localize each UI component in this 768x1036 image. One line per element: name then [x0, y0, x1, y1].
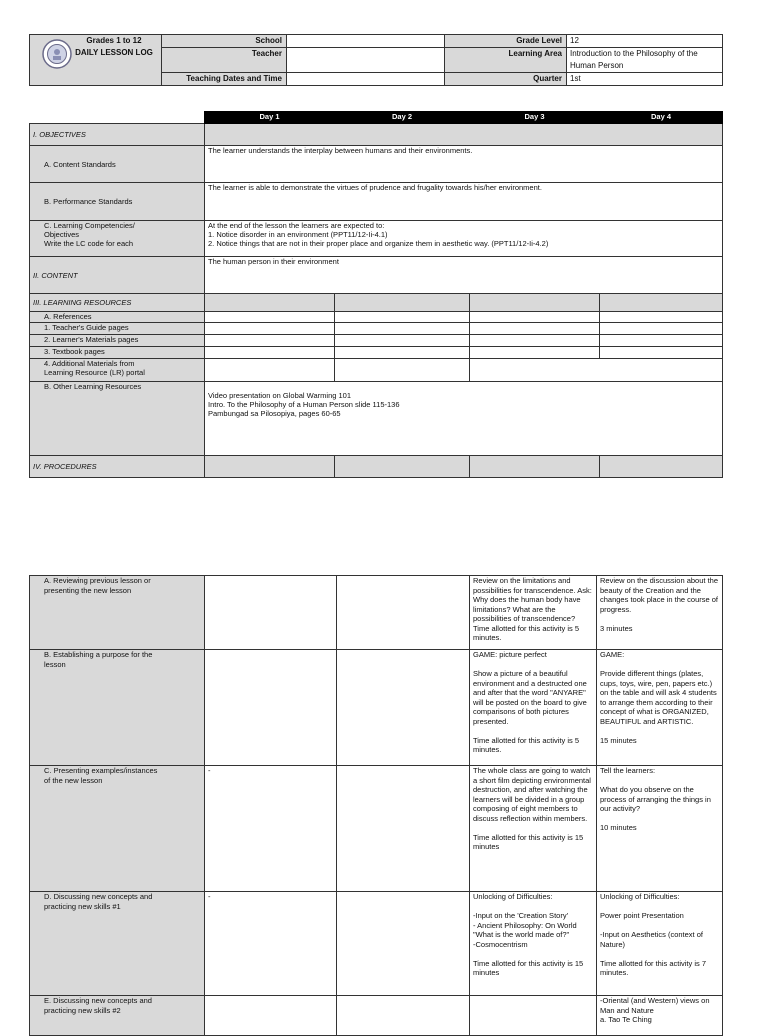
header-table	[29, 34, 723, 86]
resources-day4-cell	[600, 294, 723, 312]
procedure-e-day4[interactable]: -Oriental (and Western) views on Man and Nature a. Tao Te Ching	[597, 996, 723, 1036]
procedure-b-day1[interactable]	[205, 650, 337, 766]
teaching-dates-field[interactable]	[287, 73, 445, 86]
day-1-header: Day 1	[205, 112, 335, 124]
form-title-line2: DAILY LESSON LOG	[75, 48, 153, 57]
learning-area-field[interactable]: Introduction to the Philosophy of the Human Person	[567, 48, 723, 73]
day-4-header: Day 4	[600, 112, 723, 124]
content-value[interactable]: The human person in their environment	[205, 257, 723, 294]
deped-seal-icon	[42, 39, 72, 69]
procedure-d-day3[interactable]: Unlocking of Difficulties: -Input on the 'Creation Story' - Ancient Philosophy: On World "What is the world made of?" -Cosmocentrism Time allotted for this activity is 15 minutes	[470, 892, 597, 996]
learning-resources-section: III. LEARNING RESOURCES	[30, 294, 205, 312]
references-day1[interactable]	[205, 312, 335, 323]
procedure-e-day3[interactable]	[470, 996, 597, 1036]
other-resources-value[interactable]: Video presentation on Global Warming 101 Intro. To the Philosophy of a Human Person slide 115-136 Pambungad sa Pilosopiya, pages 60-65	[205, 382, 723, 456]
learners-materials-day2[interactable]	[335, 335, 470, 347]
textbook-pages-day4[interactable]	[600, 347, 723, 359]
teachers-guide-day1[interactable]	[205, 323, 335, 335]
learners-materials-day4[interactable]	[600, 335, 723, 347]
teacher-label: Teacher	[162, 48, 287, 73]
procedures-day2-cell	[335, 456, 470, 478]
learners-materials-day3[interactable]	[470, 335, 600, 347]
procedure-d-day4[interactable]: Unlocking of Difficulties: Power point Presentation -Input on Aesthetics (context of Nature) Time allotted for this activity is 7 minutes.	[597, 892, 723, 996]
form-title-cell	[30, 35, 162, 86]
corner-blank	[30, 112, 205, 124]
form-title-line1: Grades 1 to 12	[86, 36, 142, 45]
textbook-pages-day2[interactable]	[335, 347, 470, 359]
grade-level-field[interactable]: 12	[567, 35, 723, 48]
references-label: A. References	[30, 312, 205, 323]
other-resources-label: B. Other Learning Resources	[30, 382, 205, 456]
procedure-e-day2[interactable]	[337, 996, 470, 1036]
objectives-section: I. OBJECTIVES	[30, 124, 205, 146]
procedure-b-day2[interactable]	[337, 650, 470, 766]
performance-standards-value[interactable]: The learner is able to demonstrate the virtues of prudence and frugality towards his/her environment.	[205, 183, 723, 221]
day-2-header: Day 2	[335, 112, 470, 124]
procedure-a-label: A. Reviewing previous lesson or presenting the new lesson	[30, 576, 205, 650]
procedure-d-day2[interactable]	[337, 892, 470, 996]
procedure-c-day4[interactable]: Tell the learners: What do you observe on the process of arranging the things in our activity? 10 minutes	[597, 766, 723, 892]
content-standards-label: A. Content Standards	[30, 146, 205, 183]
teachers-guide-day3[interactable]	[470, 323, 600, 335]
procedure-b-label: B. Establishing a purpose for the lesson	[30, 650, 205, 766]
textbook-pages-day3[interactable]	[470, 347, 600, 359]
learning-competencies-label: C. Learning Competencies/ Objectives Write the LC code for each	[30, 221, 205, 257]
procedure-a-day1[interactable]	[205, 576, 337, 650]
references-day4[interactable]	[600, 312, 723, 323]
additional-materials-day2[interactable]	[335, 359, 470, 382]
procedure-c-day2[interactable]	[337, 766, 470, 892]
resources-day2-cell	[335, 294, 470, 312]
school-field[interactable]	[287, 35, 445, 48]
procedure-a-day4[interactable]: Review on the discussion about the beauty of the Creation and the changes took place in the course of progress. 3 minutes	[597, 576, 723, 650]
procedure-b-day4[interactable]: GAME: Provide different things (plates, cups, toys, wire, pen, papers etc.) on the table and will ask 4 students to arrange them according to their concept of what is ORGANIZED, BEAUTIFUL and ARTISTIC. 15 minutes	[597, 650, 723, 766]
quarter-label: Quarter	[445, 73, 567, 86]
procedures-day1-cell	[205, 456, 335, 478]
procedure-d-day1[interactable]: -	[205, 892, 337, 996]
teachers-guide-day2[interactable]	[335, 323, 470, 335]
learners-materials-label: 2. Learner's Materials pages	[30, 335, 205, 347]
additional-materials-day3-4[interactable]	[470, 359, 723, 382]
resources-day3-cell	[470, 294, 600, 312]
procedure-a-day2[interactable]	[337, 576, 470, 650]
procedure-a-day3[interactable]: Review on the limitations and possibilities for transcendence. Ask: Why does the human body have limitations? What are the possibilities of transcendence? Time allotted for this activity is 5 minutes.	[470, 576, 597, 650]
references-day2[interactable]	[335, 312, 470, 323]
teacher-field[interactable]	[287, 48, 445, 73]
teachers-guide-day4[interactable]	[600, 323, 723, 335]
resources-day1-cell	[205, 294, 335, 312]
additional-materials-day1[interactable]	[205, 359, 335, 382]
procedures-table	[29, 575, 723, 1036]
learning-area-label: Learning Area	[445, 48, 567, 73]
procedures-day4-cell	[600, 456, 723, 478]
procedure-e-day1[interactable]	[205, 996, 337, 1036]
procedure-c-day3[interactable]: The whole class are going to watch a short film depicting environmental destruction, and after watching the learners will be divided in a group composing of eight members to discuss reflection within members. Time allotted for this activity is 15 minutes	[470, 766, 597, 892]
day-3-header: Day 3	[470, 112, 600, 124]
content-standards-value[interactable]: The learner understands the interplay between humans and their environments.	[205, 146, 723, 183]
textbook-pages-day1[interactable]	[205, 347, 335, 359]
learning-competencies-value[interactable]: At the end of the lesson the learners are expected to: 1. Notice disorder in an environment (PPT11/12-Ii-4.1) 2. Notice things that are not in their proper place and organize them in aesthetic way. (PPT11/12-Ii-4.2)	[205, 221, 723, 257]
quarter-field[interactable]: 1st	[567, 73, 723, 86]
procedure-c-label: C. Presenting examples/instances of the new lesson	[30, 766, 205, 892]
procedures-section: IV. PROCEDURES	[30, 456, 205, 478]
school-label: School	[162, 35, 287, 48]
content-section: II. CONTENT	[30, 257, 205, 294]
performance-standards-label: B. Performance Standards	[30, 183, 205, 221]
objectives-band	[205, 124, 723, 146]
learners-materials-day1[interactable]	[205, 335, 335, 347]
procedure-e-label: E. Discussing new concepts and practicing new skills #2	[30, 996, 205, 1036]
textbook-pages-label: 3. Textbook pages	[30, 347, 205, 359]
references-day3[interactable]	[470, 312, 600, 323]
procedures-day3-cell	[470, 456, 600, 478]
procedure-b-day3[interactable]: GAME: picture perfect Show a picture of a beautiful environment and a destructed one and after that the word "ANYARE" will be posted on the board to give comparisons of both pictures presented. Time allotted for this activity is 5 minutes.	[470, 650, 597, 766]
lesson-log-table	[29, 111, 723, 478]
procedure-c-day1[interactable]: -	[205, 766, 337, 892]
grade-level-label: Grade Level	[445, 35, 567, 48]
teaching-dates-label: Teaching Dates and Time	[162, 73, 287, 86]
additional-materials-label: 4. Additional Materials from Learning Resource (LR) portal	[30, 359, 205, 382]
procedure-d-label: D. Discussing new concepts and practicing new skills #1	[30, 892, 205, 996]
teachers-guide-label: 1. Teacher's Guide pages	[30, 323, 205, 335]
